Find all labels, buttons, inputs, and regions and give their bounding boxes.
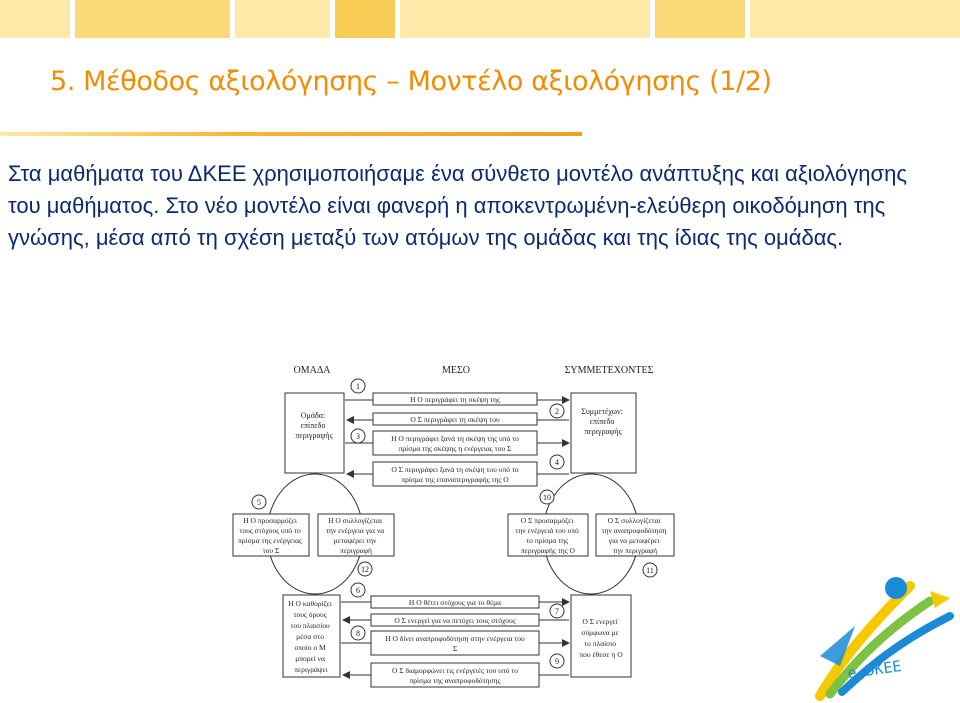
middle-box-line: το πρίσμα της [526,536,569,545]
arrow-2 [347,404,569,425]
group-context-line: τους όρους [293,610,327,619]
arrow-9-number: 9 [555,657,559,666]
arrow-8-label-line2: Σ [452,644,458,653]
arrow-1 [345,379,569,405]
middle-box-line: Η Ο συλλογίζεται [328,516,383,525]
arrow-8-number: 8 [356,629,360,638]
arrow-7-label: Ο Σ ενεργεί για να πετύχει τους στόχους [394,616,516,625]
arrow-9-label-line1: Ο Σ διαμορφώνει τις ενέργειές του υπό το [391,666,519,675]
participant-act-line: το πλαίσιο [584,639,616,648]
arrow-4 [347,455,569,486]
participant-act-line: σύμφωνα με [581,628,619,637]
arrow-4-label-line2: πρίσμα της επαναπεριγραφής της Ο [401,475,509,484]
middle-box-line: περιγραφή [340,546,372,555]
arrow-1-label: Η Ο περιγράφει τη σκέψη της [410,395,500,404]
number-10: 10 [543,493,551,502]
arrow-6-label: Η Ο θέτει στόχους για το θέμα [408,598,502,607]
group-context-line: Η Ο καθορίζει [288,599,332,608]
group-context-line: μέσα στο [296,632,324,641]
arrow-8-label-line1: Η Ο δίνει αναπροφοδότηση στην ενέργεια του [385,634,525,643]
group-box-line: επίπεδο [300,421,326,430]
middle-box-line: για να μεταφέρει [608,536,660,545]
arrow-3-label-line2: πρίσμα της σκέψης η ενέργειας του Σ [398,444,512,453]
body-paragraph: Στα μαθήματα του ΔΚΕΕ χρησιμοποιήσαμε ένα σύνθετο μοντέλο ανάπτυξης και αξιολόγησης του μαθήματος. Στο νέο μοντέλο είναι φανερή η αποκεντρωμένη-ελεύθερη οικοδόμηση της γνώσης, μέσα από τη σχέση μεταξύ των ατόμων της ομάδας και της ίδιας της ομάδας. [8,161,907,250]
participant-box-line: Συμμετέχων: [581,407,623,416]
group-context-line: του πλαισίου [290,621,330,630]
middle-box-line: περιγραφής της Ο [521,546,575,555]
middle-box-line: την ενέργειά του υπό [515,526,579,535]
participant-box-line: περιγραφής [584,427,622,436]
arrow-6 [341,583,569,608]
slide-title: 5. Μέθοδος αξιολόγησης – Μοντέλο αξιολόγησης (1/2) [50,66,772,97]
participant-box-line: επίπεδο [589,417,615,426]
header-medium: ΜΕΣΟ [441,365,471,376]
middle-box-line: του Σ [262,546,280,555]
group-context-line: μπορεί να [295,654,325,663]
arrow-4-label-line1: Ο Σ περιγράφει ξανά τη σκέψη του υπό το [391,465,519,474]
middle-box-line: πρίσμα της ενέργειας [238,536,303,545]
middle-box-line: την περιγραφή [612,546,658,555]
arrow-2-label: Ο Σ περιγράφει τη σκέψη του [410,415,500,424]
logo-text: e-DKEE [846,657,903,683]
middle-box-line: μεταφέρει την [333,536,377,545]
arrow-4-number: 4 [555,458,559,467]
number-11: 11 [646,566,654,575]
header-participants: ΣΥΜΜΕΤΕΧΟΝΤΕΣ [564,365,654,376]
arrow-9-label-line2: πρίσμα της αναπροφοδότησης [409,676,501,685]
middle-box-line: Η Ο προσαρμόζει [243,516,297,525]
participant-act-line: που έθεσε η Ο [579,650,623,659]
number-12: 12 [361,565,369,574]
arrow-3 [345,429,569,455]
middle-box-line: Ο Σ συλλογίζεται [607,516,661,525]
arrow-3-number: 3 [356,432,360,441]
middle-box-line: την ενέργεια για να [325,526,385,535]
middle-box-line: Ο Σ προσαρμόζει [520,516,574,525]
arrow-6-number: 6 [356,586,360,595]
e-dkee-logo [800,566,960,703]
arrow-8 [341,626,569,655]
participant-act-line: Ο Σ ενεργεί [582,617,618,626]
middle-box-line: τους στόχους υπό το [239,526,301,535]
arrow-3-label-line1: Η Ο περιγράφει ξανά τη σκέψη της υπό το [391,434,519,443]
arrow-9 [343,654,569,687]
group-box-line: περιγραφής [295,431,333,440]
arrow-2-number: 2 [555,407,559,416]
arrow-1-number: 1 [356,382,360,391]
arrow-7-number: 7 [555,607,559,616]
group-context-line: οποίο ο Μ [294,643,326,652]
middle-box-line: την αναπροφοδότηση [601,526,667,535]
header-group: ΟΜΑΔΑ [293,365,331,376]
group-box-line: Ομάδα: [300,411,326,420]
group-context-line: περιγράψει [294,665,328,674]
number-5: 5 [257,498,261,507]
